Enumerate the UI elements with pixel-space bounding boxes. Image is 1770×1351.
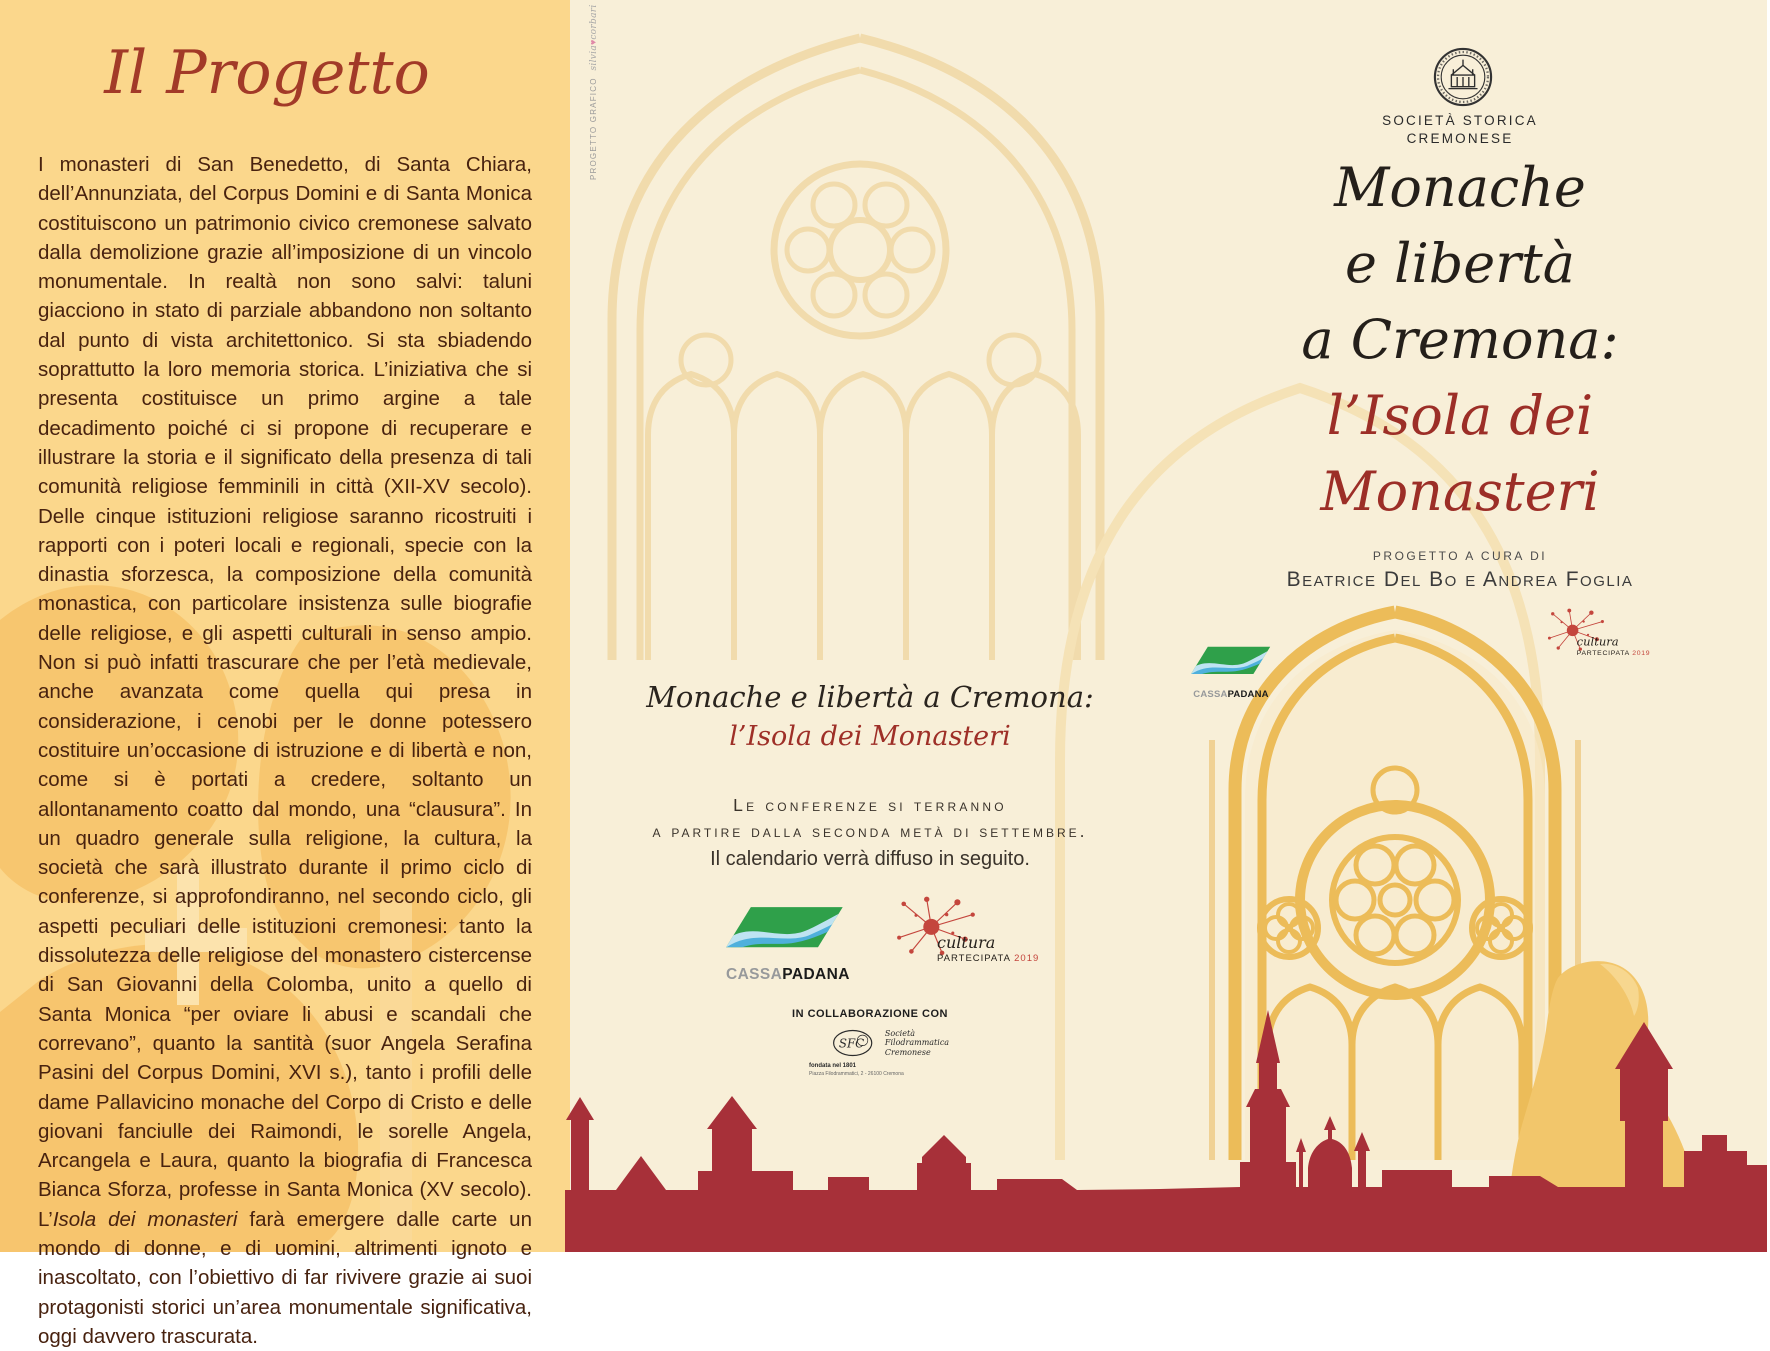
cassapadana-icon xyxy=(726,906,844,959)
main-title-line3: a Cremona: xyxy=(1301,308,1619,371)
cultura-partecipata-logo xyxy=(893,893,1043,988)
heart-icon: ♥ xyxy=(588,39,598,45)
cassapadana-icon xyxy=(1191,646,1271,682)
conference-line2: a partire dalla seconda metà di settembre. xyxy=(652,821,1088,841)
oval-monogram-icon xyxy=(831,1026,877,1060)
center-heading xyxy=(590,680,1150,752)
curated-by-label: PROGETTO A CURA DI xyxy=(1372,549,1548,563)
collaboration-label: IN COLLABORAZIONE CON xyxy=(792,1008,948,1020)
project-description xyxy=(38,150,532,1351)
society-name-line2: CREMONESE xyxy=(1406,130,1514,146)
svg-text:SFC: SFC xyxy=(838,1036,865,1051)
main-title-line2: e libertà xyxy=(1345,232,1575,295)
curators-names: Beatrice Del Bo e Andrea Foglia xyxy=(1286,568,1634,591)
calendar-note: Il calendario verrà diffuso in seguito. xyxy=(710,848,1030,870)
cassapadana-logo xyxy=(726,906,850,984)
cultura-wordmark: cultura PARTECIPATA 2019 xyxy=(1576,634,1651,658)
designer-credit-label: PROGETTO GRAFICO xyxy=(589,77,598,180)
center-heading-line1: Monache e libertà a Cremona: xyxy=(646,680,1094,714)
filodrammatica-founded: fondata nel 1801 xyxy=(809,1063,857,1069)
page-title: Il Progetto xyxy=(104,38,430,108)
filodrammatica-logo xyxy=(805,1026,975,1077)
city-skyline-silhouette xyxy=(565,1000,1767,1252)
center-heading-line2: l’Isola dei Monasteri xyxy=(729,721,1011,752)
filodrammatica-name: Società Filodrammatica Cremonese xyxy=(884,1028,950,1057)
conference-line1: Le conferenze si terranno xyxy=(733,795,1007,815)
cultura-partecipata-logo-small xyxy=(1545,606,1653,674)
designer-name-first: silvia xyxy=(589,45,599,71)
project-description-part1: I monasteri di San Benedetto, di Santa Chiara, dell’Annunziata, del Corpus Domini e di Santa Monica costituiscono un patrimonio civico cremonese salvato dalla demolizione grazie all’imposizione di un vincolo monumentale. In realtà non sono salvi: taluni giacciono in stato di parziale abbandono non soltanto dal punto di vista architettonico. Si sta sbiadendo soprattutto la loro memoria storica. L’iniziativa che si presenta costituisce un primo argine a tale decadimento poiché ci si propone di recuperare e illustrare la storia e il significato della presenza di tali comunità religiose femminili in città (XII-XV secolo). Delle cinque istituzioni religiose saranno ricostruiti i rapporti con i poteri locali e regionali, specie con la dinastia sforzesca, la composizione della comunità monastica, con particolare insistenza sulle biografie delle religiose, e gli aspetti culturali in senso ampio. Non si può infatti trascurare che per l’età medievale, anche avanzata come quella qui presa in considerazione, i cenobi per le donne potessero costituire un’occasione di istruzione e di libertà e non, come si è portati a credere, soltanto un allontanamento coatto dal mondo, una “clausura”. In un quadro generale sulla religione, la cultura, la società che sarà illustrato durante il primo ciclo di conferenze, si approfondiranno, nel secondo ciclo, gli aspetti peculiari delle istituzioni cremonesi: tanto la dissolutezza delle religiose del monastero cistercense di San Giovanni della Colomba, unito a quello di Santa Monica “per oviare li abusi e scandali che correvano”, quanto la santità (suor Angela Serafina Pasini del Corpus Domini, XVI s.), tanto i profili delle dame Pallavicino monache del Corpo di Cristo e delle giovani fanciulle dei Raimondi, le sorelle Angela, Arcangela e Laura, quanto la biografia di Francesca Bianca Sforza, professe in Santa Monica (XV secolo). L’ xyxy=(38,153,532,1231)
designer-credit xyxy=(588,4,599,180)
society-name-line1: SOCIETÀ STORICA xyxy=(1382,113,1538,128)
cultura-wordmark: cultura PARTECIPATA 2019 xyxy=(937,933,1040,964)
cassapadana-wordmark: CASSAPADANA xyxy=(726,966,850,983)
project-description-italic: Isola dei monasteri xyxy=(52,1207,238,1231)
main-title xyxy=(1150,150,1770,530)
main-title-line4: l’Isola dei xyxy=(1326,384,1594,447)
project-description-part2: farà emergere dalle carte un mondo di donne, e di uomini, altrimenti ignoto e inascoltato, con l’obiettivo di far rivivere grazie ai suoi protagonisti storici un’area monumentale significativa, oggi davvero trascurata. xyxy=(38,1207,532,1348)
cassapadana-wordmark: CASSAPADANA xyxy=(1193,689,1269,700)
society-name xyxy=(1150,112,1770,147)
cassapadana-logo-small xyxy=(1191,646,1271,700)
main-title-line5: Monasteri xyxy=(1320,460,1600,523)
filodrammatica-address: Piazza Filodrammatici, 2 - 26100 Cremona xyxy=(809,1071,904,1077)
main-title-line1: Monache xyxy=(1334,156,1586,219)
left-panel xyxy=(0,0,570,1348)
society-seal-icon xyxy=(1432,46,1494,108)
designer-name-last: corbari xyxy=(589,4,599,40)
